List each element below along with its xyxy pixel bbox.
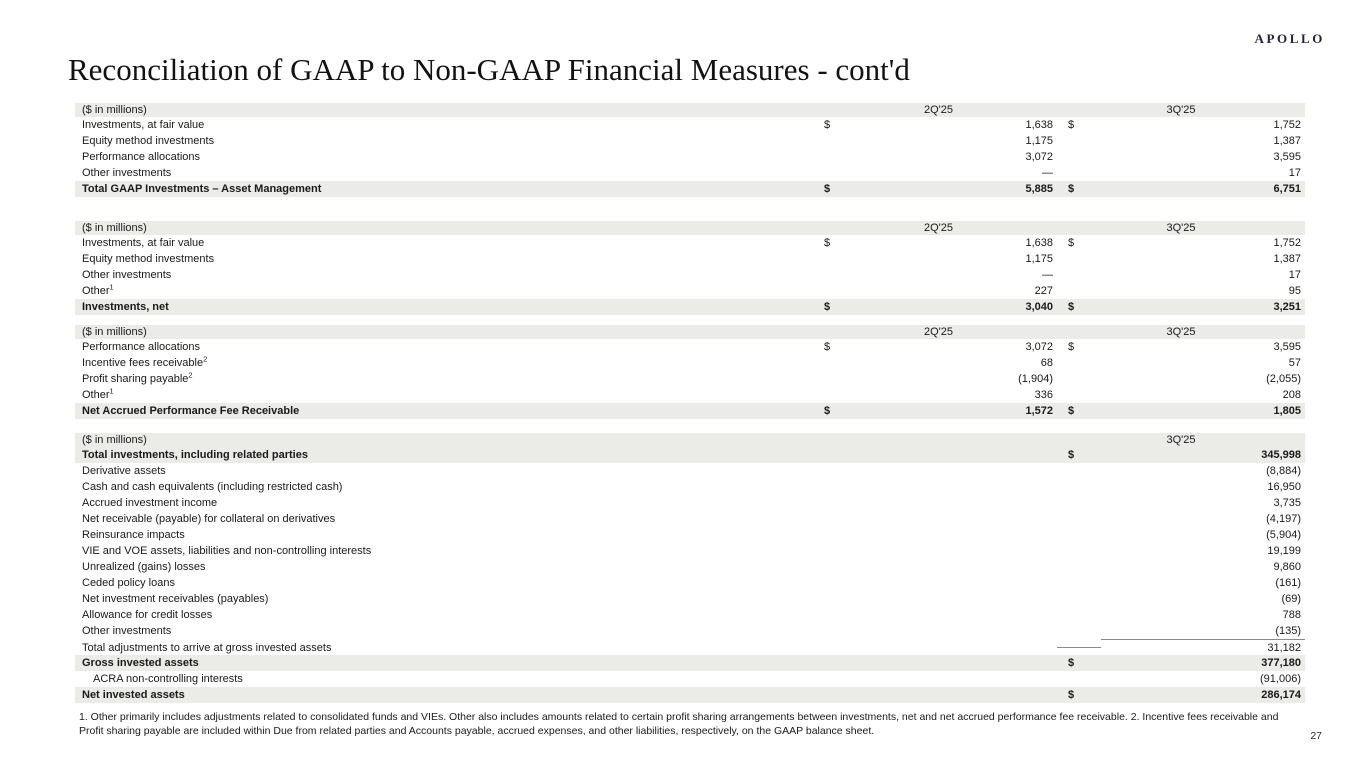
unit-label: ($ in millions) xyxy=(82,434,147,446)
row-label xyxy=(75,371,820,387)
table-row xyxy=(75,543,1305,559)
table-total-row xyxy=(75,299,1305,315)
col-header-3q25: 3Q'25 xyxy=(1166,434,1196,446)
row-label-text: Cash and cash equivalents (including restricted cash) xyxy=(82,481,343,493)
table-row xyxy=(75,607,1305,623)
value-3q25: 1,805 xyxy=(1273,405,1301,417)
value-3q25: (5,904) xyxy=(1266,529,1301,541)
value-3q25: (2,055) xyxy=(1266,373,1301,385)
row-label xyxy=(75,479,820,495)
row-label xyxy=(75,511,820,527)
currency-symbol: $ xyxy=(824,183,831,195)
table-row xyxy=(75,133,1305,149)
row-label-text: Equity method investments xyxy=(82,253,215,265)
currency-symbol: $ xyxy=(1068,183,1075,195)
value-3q25: 3,735 xyxy=(1273,497,1301,509)
value-2q25: 336 xyxy=(1034,389,1053,401)
row-label-text: Total investments, including related parties xyxy=(82,449,308,461)
currency-symbol: $ xyxy=(1068,237,1075,249)
value-3q25: (135) xyxy=(1275,625,1301,637)
value-2q25: 5,885 xyxy=(1025,183,1053,195)
table-total-row xyxy=(75,403,1305,419)
value-3q25: 95 xyxy=(1288,285,1301,297)
row-label-text: Other investments xyxy=(82,167,172,179)
value-3q25: 16,950 xyxy=(1267,481,1301,493)
row-label xyxy=(75,527,820,543)
row-label xyxy=(75,299,820,315)
footnote-marker: 1 xyxy=(109,283,114,292)
value-3q25: 208 xyxy=(1282,389,1301,401)
currency-symbol: $ xyxy=(1068,341,1075,353)
row-label-text: Incentive fees receivable xyxy=(82,357,204,369)
row-label-text: Net Accrued Performance Fee Receivable xyxy=(82,405,300,417)
currency-symbol: $ xyxy=(824,301,831,313)
row-label xyxy=(75,575,820,591)
row-label-text: VIE and VOE assets, liabilities and non-controlling interests xyxy=(82,545,372,557)
col-header-spacer xyxy=(820,433,1057,447)
row-label xyxy=(75,671,820,687)
value-2q25: 1,175 xyxy=(1025,253,1053,265)
col-header-2q25: 2Q'25 xyxy=(923,104,953,116)
value-3q25: 286,174 xyxy=(1261,689,1301,701)
row-label xyxy=(75,623,820,639)
row-label xyxy=(75,543,820,559)
table-row xyxy=(75,387,1305,403)
table-row xyxy=(75,165,1305,181)
row-label xyxy=(75,117,820,133)
table-row xyxy=(75,371,1305,387)
value-3q25: 3,595 xyxy=(1273,341,1301,353)
value-3q25: 6,751 xyxy=(1273,183,1301,195)
row-label-text: Unrealized (gains) losses xyxy=(82,561,206,573)
row-label-text: Total GAAP Investments – Asset Management xyxy=(82,183,322,195)
row-label xyxy=(75,283,820,299)
value-3q25: (91,006) xyxy=(1260,673,1301,685)
value-3q25: 788 xyxy=(1282,609,1301,621)
row-label-text: Reinsurance impacts xyxy=(82,529,185,541)
value-2q25: 3,072 xyxy=(1025,341,1053,353)
value-2q25: 1,638 xyxy=(1025,119,1053,131)
value-2q25: (1,904) xyxy=(1018,373,1053,385)
table-row xyxy=(75,671,1305,687)
currency-symbol: $ xyxy=(824,341,831,353)
table-row xyxy=(75,235,1305,251)
row-label-text: Investments, net xyxy=(82,301,169,313)
row-label-text: Accrued investment income xyxy=(82,497,218,509)
row-label xyxy=(75,447,820,463)
row-label-text: Profit sharing payable xyxy=(82,373,189,385)
currency-symbol: $ xyxy=(1068,689,1075,701)
value-3q25: (161) xyxy=(1275,577,1301,589)
value-3q25: 9,860 xyxy=(1273,561,1301,573)
value-2q25: — xyxy=(1042,269,1053,281)
value-3q25: 1,752 xyxy=(1273,119,1301,131)
value-3q25: 1,752 xyxy=(1273,237,1301,249)
row-label-text: Other xyxy=(82,389,110,401)
value-3q25: 1,387 xyxy=(1273,253,1301,265)
table-row xyxy=(75,623,1305,639)
value-2q25: 68 xyxy=(1040,357,1053,369)
table-row xyxy=(75,463,1305,479)
currency-symbol: $ xyxy=(1068,449,1075,461)
value-3q25: (4,197) xyxy=(1266,513,1301,525)
value-3q25: (8,884) xyxy=(1266,465,1301,477)
row-label xyxy=(75,607,820,623)
row-label xyxy=(75,655,820,671)
row-label xyxy=(75,387,820,403)
table-row xyxy=(75,149,1305,165)
footnote: 1. Other primarily includes adjustments related to consolidated funds and VIEs. Other also includes amounts related to certain profit sharing arrangements between investments, net and net accrued performance fee receivable. 2. Incentive fees receivable and Profit sharing payable are included within Due from related parties and Accounts payable, accrued expenses, and other liabilities, respectively, on the GAAP balance sheet. xyxy=(79,711,1279,737)
row-label-text: Other xyxy=(82,285,110,297)
currency-symbol: $ xyxy=(824,119,831,131)
row-label xyxy=(75,235,820,251)
row-label xyxy=(75,687,820,703)
col-header-3q25: 3Q'25 xyxy=(1166,104,1196,116)
currency-symbol: $ xyxy=(1068,657,1075,669)
value-2q25: 3,040 xyxy=(1025,301,1053,313)
row-label-text: Ceded policy loans xyxy=(82,577,175,589)
table-header xyxy=(75,221,1305,235)
row-label-text: Derivative assets xyxy=(82,465,166,477)
footnote-marker: 2 xyxy=(203,355,208,364)
table-total-row xyxy=(75,687,1305,703)
row-label-text: Investments, at fair value xyxy=(82,119,205,131)
row-label xyxy=(75,149,820,165)
row-label-text: Gross invested assets xyxy=(82,657,199,669)
table-subtotal-row xyxy=(75,639,1305,655)
table-header xyxy=(75,103,1305,117)
apollo-logo: APOLLO xyxy=(1254,31,1325,46)
value-2q25: 1,638 xyxy=(1025,237,1053,249)
table-row xyxy=(75,575,1305,591)
value-3q25: 3,595 xyxy=(1273,151,1301,163)
table-row xyxy=(75,251,1305,267)
row-label xyxy=(75,559,820,575)
row-label xyxy=(75,165,820,181)
row-label-text: Equity method investments xyxy=(82,135,215,147)
table-total-row xyxy=(75,447,1305,463)
value-3q25: (69) xyxy=(1281,593,1301,605)
row-label-text: Net investment receivables (payables) xyxy=(82,593,269,605)
row-label-text: ACRA non-controlling interests xyxy=(93,673,243,685)
net-invested-assets-table xyxy=(75,433,1305,703)
value-3q25: 19,199 xyxy=(1267,545,1301,557)
table-row xyxy=(75,591,1305,607)
value-2q25: 227 xyxy=(1034,285,1053,297)
currency-symbol: $ xyxy=(1068,405,1075,417)
unit-label: ($ in millions) xyxy=(82,326,147,338)
currency-symbol: $ xyxy=(1068,301,1075,313)
value-3q25: 17 xyxy=(1288,167,1301,179)
value-3q25: 31,182 xyxy=(1101,639,1305,656)
page-number: 27 xyxy=(1310,730,1322,742)
col-header-2q25: 2Q'25 xyxy=(923,326,953,338)
table-row xyxy=(75,267,1305,283)
currency-symbol: $ xyxy=(824,405,831,417)
table-header xyxy=(75,433,1305,447)
page-title: Reconciliation of GAAP to Non-GAAP Financial Measures - cont'd xyxy=(68,52,910,87)
net-accrued-performance-fee-table xyxy=(75,325,1305,419)
col-header-3q25: 3Q'25 xyxy=(1166,326,1196,338)
row-label-text: Other investments xyxy=(82,625,172,637)
gaap-investments-asset-management-table xyxy=(75,103,1305,197)
table-row xyxy=(75,479,1305,495)
value-3q25: 377,180 xyxy=(1261,657,1301,669)
row-label xyxy=(75,495,820,511)
table-row xyxy=(75,283,1305,299)
table-header xyxy=(75,325,1305,339)
row-label xyxy=(75,403,820,419)
row-label xyxy=(75,133,820,149)
row-label xyxy=(75,251,820,267)
currency-symbol: $ xyxy=(1068,119,1075,131)
table-row xyxy=(75,355,1305,371)
value-2q25: 1,572 xyxy=(1025,405,1053,417)
col-header-3q25: 3Q'25 xyxy=(1166,222,1196,234)
footnote-marker: 2 xyxy=(188,371,193,380)
value-2q25: 1,175 xyxy=(1025,135,1053,147)
table-row xyxy=(75,527,1305,543)
footnote-marker: 1 xyxy=(109,387,114,396)
table-row xyxy=(75,511,1305,527)
value-3q25: 1,387 xyxy=(1273,135,1301,147)
table-row xyxy=(75,339,1305,355)
table-row xyxy=(75,117,1305,133)
table-total-row xyxy=(75,181,1305,197)
row-label xyxy=(75,640,820,656)
table-row xyxy=(75,559,1305,575)
row-label xyxy=(75,339,820,355)
row-label xyxy=(75,463,820,479)
row-label-text: Investments, at fair value xyxy=(82,237,205,249)
row-label xyxy=(75,355,820,371)
col-header-2q25: 2Q'25 xyxy=(923,222,953,234)
investments-net-table xyxy=(75,221,1305,315)
value-2q25: — xyxy=(1042,167,1053,179)
value-3q25: 345,998 xyxy=(1261,449,1301,461)
value-3q25: 57 xyxy=(1288,357,1301,369)
row-label xyxy=(75,267,820,283)
currency-symbol: $ xyxy=(824,237,831,249)
row-label-text: Performance allocations xyxy=(82,341,201,353)
row-label-text: Net receivable (payable) for collateral on derivatives xyxy=(82,513,336,525)
row-label-text: Total adjustments to arrive at gross invested assets xyxy=(82,641,332,654)
unit-label: ($ in millions) xyxy=(82,222,147,234)
value-3q25: 17 xyxy=(1288,269,1301,281)
unit-label: ($ in millions) xyxy=(82,104,147,116)
table-row xyxy=(75,495,1305,511)
row-label-text: Allowance for credit losses xyxy=(82,609,213,621)
value-3q25: 3,251 xyxy=(1273,301,1301,313)
value-2q25: 3,072 xyxy=(1025,151,1053,163)
row-label xyxy=(75,591,820,607)
row-label-text: Net invested assets xyxy=(82,689,185,701)
row-label-text: Performance allocations xyxy=(82,151,201,163)
table-total-row xyxy=(75,655,1305,671)
row-label xyxy=(75,181,820,197)
row-label-text: Other investments xyxy=(82,269,172,281)
